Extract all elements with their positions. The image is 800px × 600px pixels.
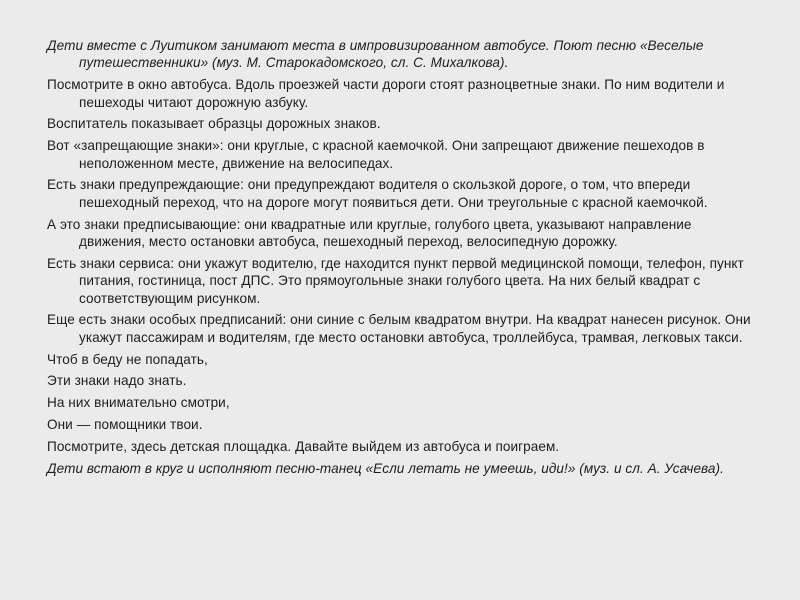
poem-line: Чтоб в беду не попадать,	[47, 351, 208, 367]
stage-direction-paragraph: Дети вместе с Луитиком занимают места в импровизированном автобусе. Поют песню «Веселые путешественники» (муз. М. Старокадомского, сл. С. Михалкова).	[47, 38, 704, 71]
text-paragraph: Посмотрите, здесь детская площадка. Давайте выйдем из автобуса и поиграем.	[47, 438, 560, 454]
text-paragraph: Есть знаки сервиса: они укажут водителю, где находится пункт первой медицинской помощи, телефон, пункт питания, гостиница, пост ДПС. Это прямоугольные знаки голубого цвета. На них белый квадрат с соответствующим рисунком.	[47, 255, 744, 306]
text-paragraph: Вот «запрещающие знаки»: они круглые, с красной каемочкой. Они запрещают движение пешеходов в неположенном месте, движение на велосипедах.	[47, 138, 705, 171]
poem-line: Эти знаки надо знать.	[47, 373, 187, 389]
text-paragraph: Есть знаки предупреждающие: они предупреждают водителя о скользкой дороге, о том, что впереди пешеходный переход, что на дороге могут появиться дети. Они треугольные с красной каемочкой.	[47, 177, 708, 210]
text-paragraph: А это знаки предписывающие: они квадратные или круглые, голубого цвета, указывают направление движения, место остановки автобуса, пешеходный переход, велосипедную дорожку.	[47, 216, 692, 250]
poem-line: Они — помощники твои.	[47, 417, 203, 433]
text-paragraph: Воспитатель показывает образцы дорожных знаков.	[47, 116, 381, 132]
text-paragraph: Посмотрите в окно автобуса. Вдоль проезжей части дороги стоят разноцветные знаки. По ним водители и пешеходы читают дорожную азбуку.	[47, 77, 725, 110]
text-paragraph: Еще есть знаки особых предписаний: они синие с белым квадратом внутри. На квадрат нанесен рисунок. Они укажут пассажирам и водителям, где место остановки автобуса, троллейбуса, трамвая, легковых такси.	[47, 312, 751, 345]
poem-line: На них внимательно смотри,	[47, 395, 230, 411]
stage-direction-paragraph: Дети встают в круг и исполняют песню-танец «Если летать не умеешь, иди!» (муз. и сл. А. Усачева).	[47, 460, 724, 476]
